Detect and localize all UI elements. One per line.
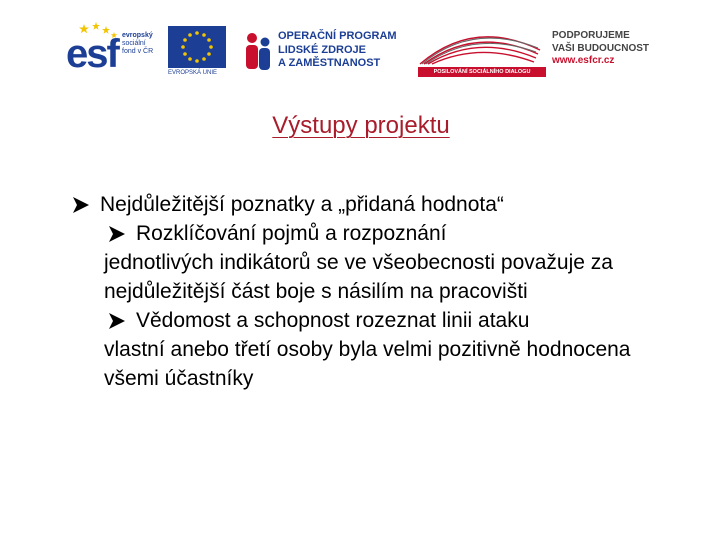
- slide-content: [72, 190, 682, 393]
- esf-subtitle: [122, 32, 170, 56]
- eu-flag-icon: [168, 26, 226, 68]
- bullet-main: [72, 190, 682, 219]
- sub-bullet-1-first-line: [104, 219, 447, 248]
- esf-line-3: fond v ČR: [122, 48, 154, 55]
- sub-bullet-2-first: Vědomost a schopnost rozeznat linii ataku: [136, 309, 530, 332]
- arrow-bullet-icon: [108, 312, 126, 330]
- slide-title-wrap: [0, 112, 720, 140]
- sub-bullet-1-first: Rozklíčování pojmů a rozpoznání: [136, 222, 447, 245]
- slide-title: Výstupy projektu: [272, 112, 450, 139]
- esf-wordmark: esf: [66, 32, 118, 76]
- arrow-bullet-icon: [72, 196, 90, 214]
- oplzz-line-1: OPERAČNÍ PROGRAM: [278, 30, 397, 42]
- logo-bar: [0, 0, 720, 100]
- oplzz-line-2: LIDSKÉ ZDROJE: [278, 43, 367, 56]
- social-dialogue-caption: POSILOVÁNÍ SOCIÁLNÍHO DIALOGU: [418, 67, 546, 77]
- eu-caption: EVROPSKÁ UNIE: [168, 70, 218, 76]
- social-dialogue-logo: [414, 24, 548, 80]
- oplzz-line-3: A ZAMĚSTNANOST: [278, 57, 381, 69]
- eu-logo: [168, 26, 226, 78]
- sub-bullet-2: [74, 306, 682, 393]
- support-url: www.esfcr.cz: [552, 55, 615, 66]
- people-icon: [242, 30, 274, 76]
- oplzz-text: [278, 30, 397, 71]
- arrow-bullet-icon: [108, 225, 126, 243]
- esf-line-2: sociální: [122, 40, 146, 47]
- support-line-2: VAŠI BUDOUCNOST: [552, 42, 650, 54]
- bullet-main-text: Nejdůležitější poznatky a „přidaná hodnota“: [100, 193, 504, 216]
- sub-bullet-2-rest: vlastní anebo třetí osoby byla velmi pozitivně hodnocena všemi účastníky: [104, 338, 631, 390]
- support-line-1: PODPORUJEME: [552, 30, 630, 41]
- sub-bullet-2-first-line: [104, 306, 529, 335]
- arches-icon: [414, 24, 548, 68]
- support-text: [552, 30, 662, 68]
- esf-logo: [66, 28, 166, 78]
- esf-line-1: evropský: [122, 32, 153, 39]
- sub-bullet-1: [74, 219, 682, 306]
- oplzz-logo: [242, 28, 412, 78]
- sub-bullet-1-rest: jednotlivých indikátorů se ve všeobecnosti považuje za nejdůležitější část boje s násilím na pracovišti: [104, 251, 613, 303]
